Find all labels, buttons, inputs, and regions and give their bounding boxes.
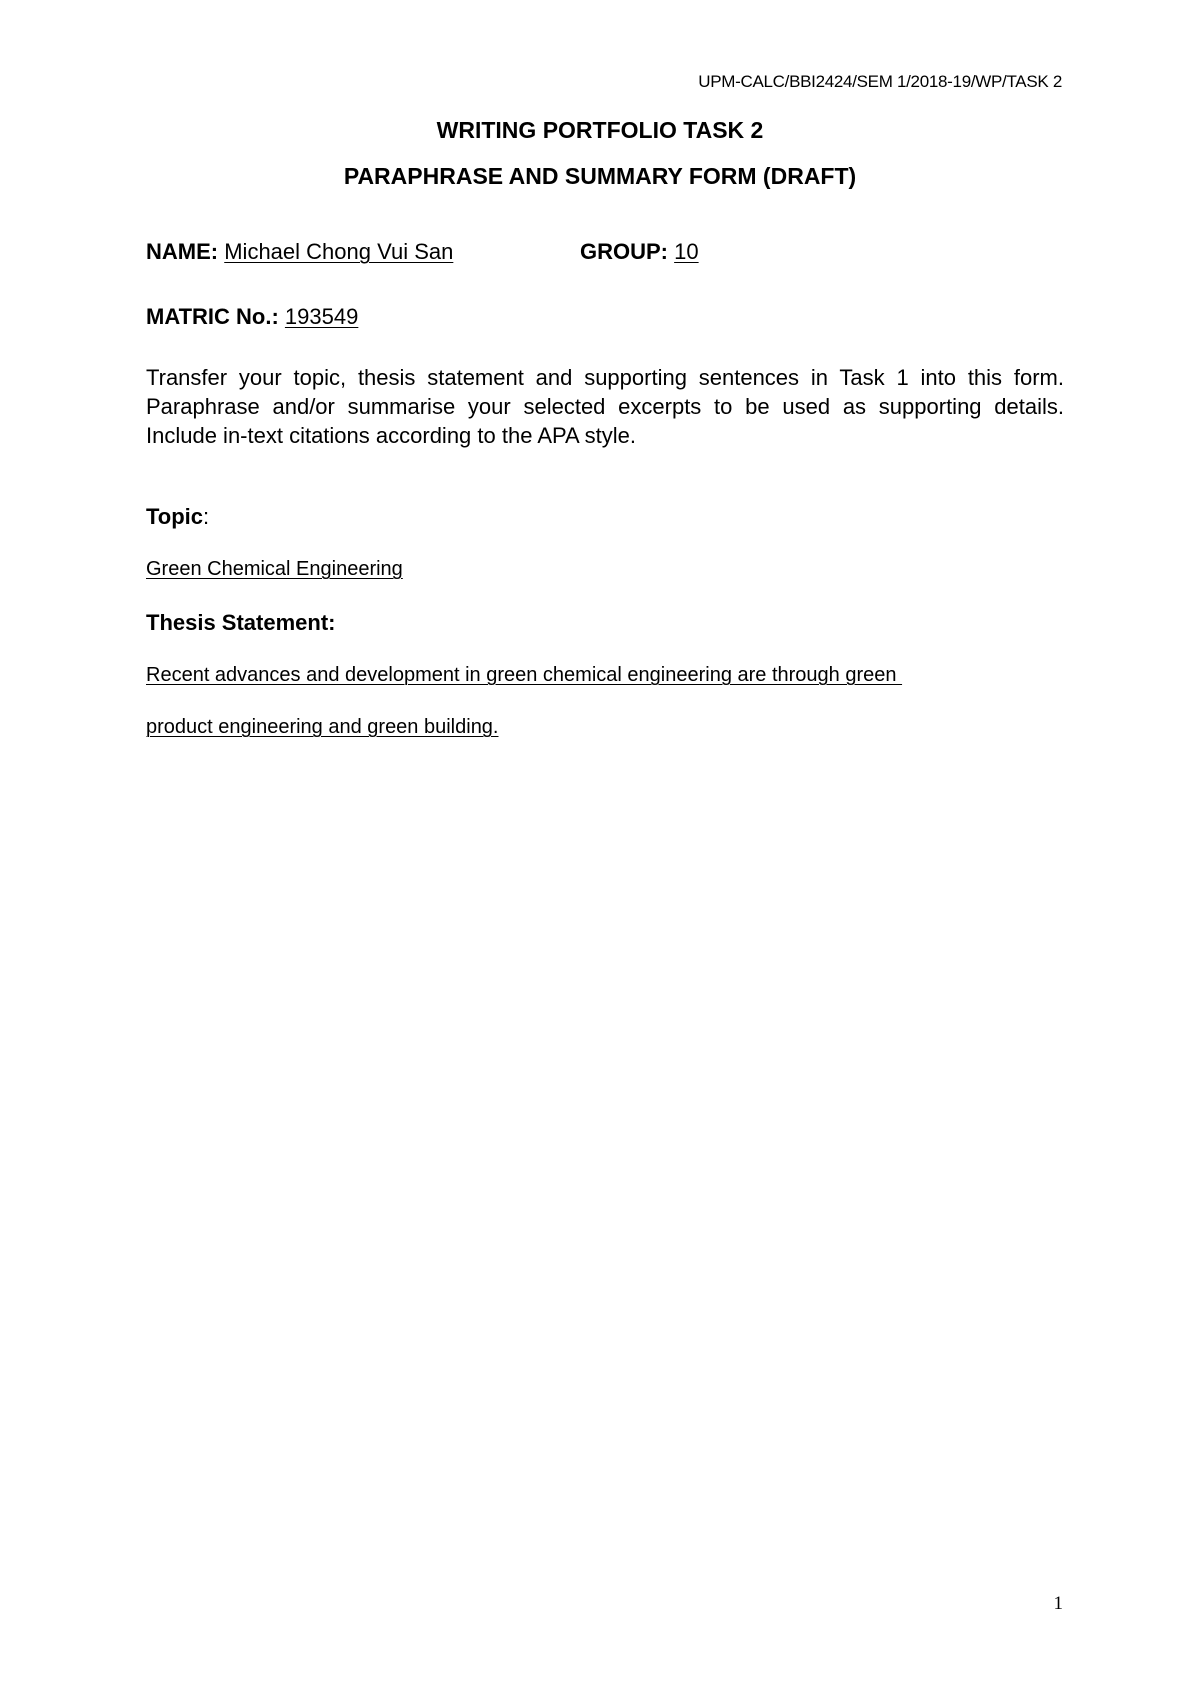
group-field [580, 239, 699, 265]
matric-value: 193549 [284, 304, 359, 329]
document-title: WRITING PORTFOLIO TASK 2 [436, 117, 764, 143]
document-subtitle: PARAPHRASE AND SUMMARY FORM (DRAFT) [343, 163, 857, 189]
instructions-paragraph: Transfer your topic, thesis statement and supporting sentences in Task 1 into this form. Paraphrase and/or summarise your selected excerpts to be used as supporting details. Include in-text citations according to the APA style. [146, 365, 1064, 448]
topic-heading [146, 504, 209, 530]
name-value: Michael Chong Vui San [224, 239, 454, 264]
name-label: NAME: [146, 239, 219, 264]
page-number: 1 [1053, 1593, 1063, 1614]
matric-field [146, 304, 358, 330]
thesis-line-2: product engineering and green building. [146, 716, 499, 738]
matric-label: MATRIC No.: [146, 304, 279, 329]
topic-label: Topic [146, 504, 204, 529]
topic-colon: : [203, 504, 210, 529]
thesis-heading: Thesis Statement: [146, 610, 336, 635]
name-field [146, 239, 453, 265]
document-header-code: UPM-CALC/BBI2424/SEM 1/2018-19/WP/TASK 2 [698, 72, 1062, 91]
group-label: GROUP: [580, 239, 668, 264]
thesis-line-1: Recent advances and development in green chemical engineering are through green [146, 664, 903, 686]
group-value: 10 [674, 239, 699, 264]
topic-value: Green Chemical Engineering [146, 558, 403, 580]
